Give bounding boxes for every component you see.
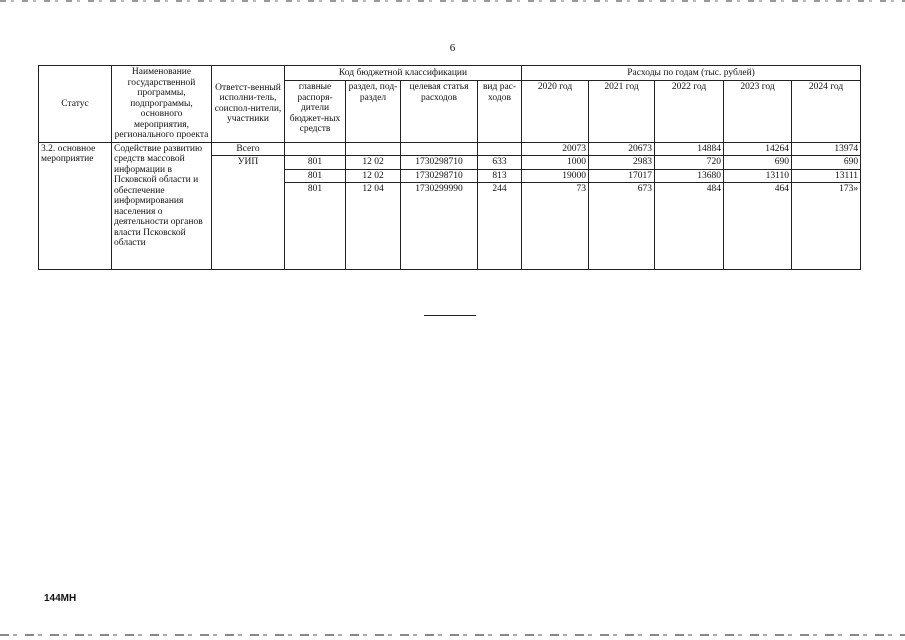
header-year: 2023 год [724, 81, 792, 143]
name-cell: Содействие развитию средств массовой информации в Псковской области и обеспечение информирования населения о деятельности органов власти Псковской области [112, 142, 212, 270]
cell-vr: 813 [478, 169, 522, 183]
cell-value: 484 [655, 183, 724, 270]
status-cell: 3.2. основное мероприятие [39, 142, 112, 270]
header-gr: главные распоря-дители бюджет-ных средств [285, 81, 346, 143]
cell-value: 73 [522, 183, 589, 270]
header-year: 2022 год [655, 81, 724, 143]
cell-cs: 1730298710 [401, 169, 478, 183]
cell-value: 690 [792, 156, 861, 170]
header-cs: целевая статья расходов [401, 81, 478, 143]
header-year: 2024 год [792, 81, 861, 143]
header-name: Наименование государственной программы, подпрограммы, основного мероприятия, регионального проекта [112, 66, 212, 143]
cell-value: 13680 [655, 169, 724, 183]
header-responsible: Ответст-венный исполни-тель, соиспол-нители, участники [212, 66, 285, 143]
cell-value: 690 [724, 156, 792, 170]
total-label: Всего [212, 142, 285, 156]
cell-vr: 244 [478, 183, 522, 270]
cell-vr: 633 [478, 156, 522, 170]
cell-cs: 1730299990 [401, 183, 478, 270]
cell-cs: 1730298710 [401, 156, 478, 170]
header-year: 2021 год [589, 81, 655, 143]
cell-value: 1000 [522, 156, 589, 170]
cell-value: 673 [589, 183, 655, 270]
cell-value: 20073 [522, 142, 589, 156]
cell-value: 17017 [589, 169, 655, 183]
cell-rz: 12 04 [346, 183, 401, 270]
cell-value: 13974 [792, 142, 861, 156]
cell-value: 2983 [589, 156, 655, 170]
header-status: Статус [39, 66, 112, 143]
cell-rz: 12 02 [346, 169, 401, 183]
cell-value: 14884 [655, 142, 724, 156]
header-year: 2020 год [522, 81, 589, 143]
cell-value: 173» [792, 183, 861, 270]
cell-gr: 801 [285, 156, 346, 170]
header-budget-code: Код бюджетной классификации [285, 66, 522, 81]
budget-table [38, 65, 861, 270]
executor-cell: УИП [212, 156, 285, 270]
cell-value: 13111 [792, 169, 861, 183]
scan-edge-top [0, 0, 905, 2]
cell-gr: 801 [285, 169, 346, 183]
cell-rz [346, 142, 401, 156]
page-number: 6 [449, 42, 456, 54]
cell-value: 13110 [724, 169, 792, 183]
cell-gr [285, 142, 346, 156]
separator-line [424, 315, 476, 316]
cell-vr [478, 142, 522, 156]
scan-edge-bottom [0, 634, 905, 636]
cell-value: 20673 [589, 142, 655, 156]
cell-cs [401, 142, 478, 156]
header-vr: вид рас-ходов [478, 81, 522, 143]
cell-gr: 801 [285, 183, 346, 270]
cell-value: 14264 [724, 142, 792, 156]
header-rz: раздел, под-раздел [346, 81, 401, 143]
cell-rz: 12 02 [346, 156, 401, 170]
cell-value: 720 [655, 156, 724, 170]
table-row [39, 142, 861, 156]
cell-value: 19000 [522, 169, 589, 183]
cell-value: 464 [724, 183, 792, 270]
footer-code: 144МН [44, 593, 77, 604]
header-expenses: Расходы по годам (тыс. рублей) [522, 66, 861, 81]
